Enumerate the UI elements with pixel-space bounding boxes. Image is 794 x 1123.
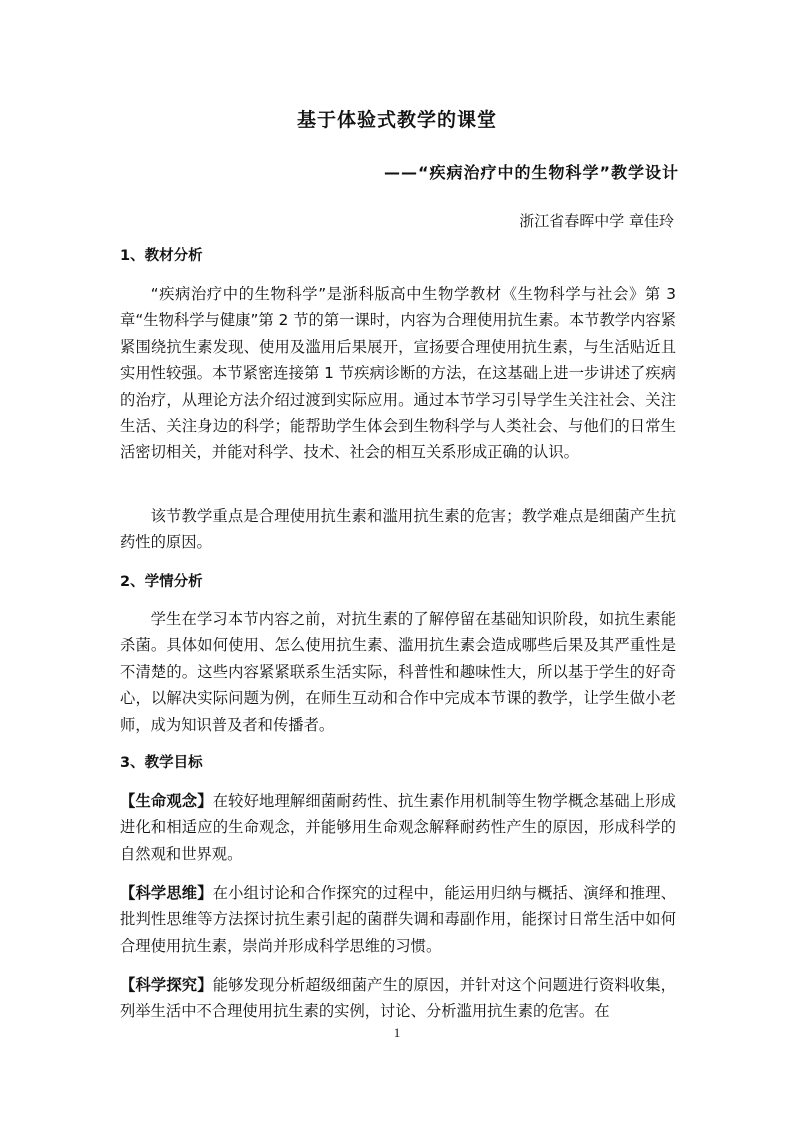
paragraph-textbook-analysis: “疾病治疗中的生物科学”是浙科版高中生物学教材《生物科学与社会》第 3 章“生物科学与健康”第 2 节的第一课时，内容为合理使用抗生素。本节教学内容紧紧围绕抗生素发现、使用及滥用后果展开，宣扬要合理使用抗生素，与生活贴近且实用性较强。本节紧密连接第 1 节疾病诊断的方法，在这基础上进一步讲述了疾病的治疗，从理论方法介绍过渡到实际应用。通过本节学习引导学生关注社会、关注生活、关注身边的科学；能帮助学生体会到生物科学与人类社会、与他们的日常生活密切相关，并能对科学、技术、社会的相互关系形成正确的认识。 — [120, 285, 676, 462]
paragraph-student-analysis: 学生在学习本节内容之前，对抗生素的了解停留在基础知识阶段，如抗生素能杀菌。具体如何使用、怎么使用抗生素、滥用抗生素会造成哪些后果及其严重性是不清楚的。这些内容紧紧联系生活实际，科普性和趣味性大，所以基于学生的好奇心，以解决实际问题为例，在师生互动和合作中完成本节课的教学，让学生做小老师，成为知识普及者和传播者。 — [120, 610, 676, 734]
goal-text: 能够发现分析超级细菌产生的原因，并针对这个问题进行资料收集，列举生活中不合理使用抗生素的实例，讨论、分析滥用抗生素的危害。在 — [120, 976, 676, 1021]
paragraph-teaching-focus: 该节教学重点是合理使用抗生素和滥用抗生素的危害；教学难点是细菌产生抗药性的原因。 — [120, 507, 676, 552]
section-heading-student-analysis: 2、学情分析 — [120, 574, 203, 590]
goal-life-concept — [120, 788, 676, 867]
goal-text: 在小组讨论和合作探究的过程中，能运用归纳与概括、演绎和推理、批判性思维等方法探讨抗生素引起的菌群失调和毒副作用，能探讨日常生活中如何合理使用抗生素，崇尚并形成科学思维的习惯。 — [120, 884, 676, 955]
section-heading-teaching-goals: 3、教学目标 — [120, 755, 203, 771]
goal-label: 【生命观念】 — [120, 792, 213, 810]
goal-scientific-inquiry — [120, 972, 676, 1025]
goal-label: 【科学探究】 — [120, 976, 213, 994]
goal-scientific-thinking — [120, 880, 676, 959]
page-number: 1 — [393, 1025, 401, 1040]
author-line: 浙江省春晖中学 章佳玲 — [519, 212, 674, 230]
document-title: 基于体验式教学的课堂 — [296, 109, 497, 131]
section-heading-textbook-analysis: 1、教材分析 — [120, 248, 203, 264]
document-subtitle: ——“疾病治疗中的生物科学”教学设计 — [383, 163, 679, 182]
goal-label: 【科学思维】 — [120, 884, 213, 902]
goal-text: 在较好地理解细菌耐药性、抗生素作用机制等生物学概念基础上形成进化和相适应的生命观念，并能够用生命观念解释耐药性产生的原因，形成科学的自然观和世界观。 — [120, 792, 676, 863]
